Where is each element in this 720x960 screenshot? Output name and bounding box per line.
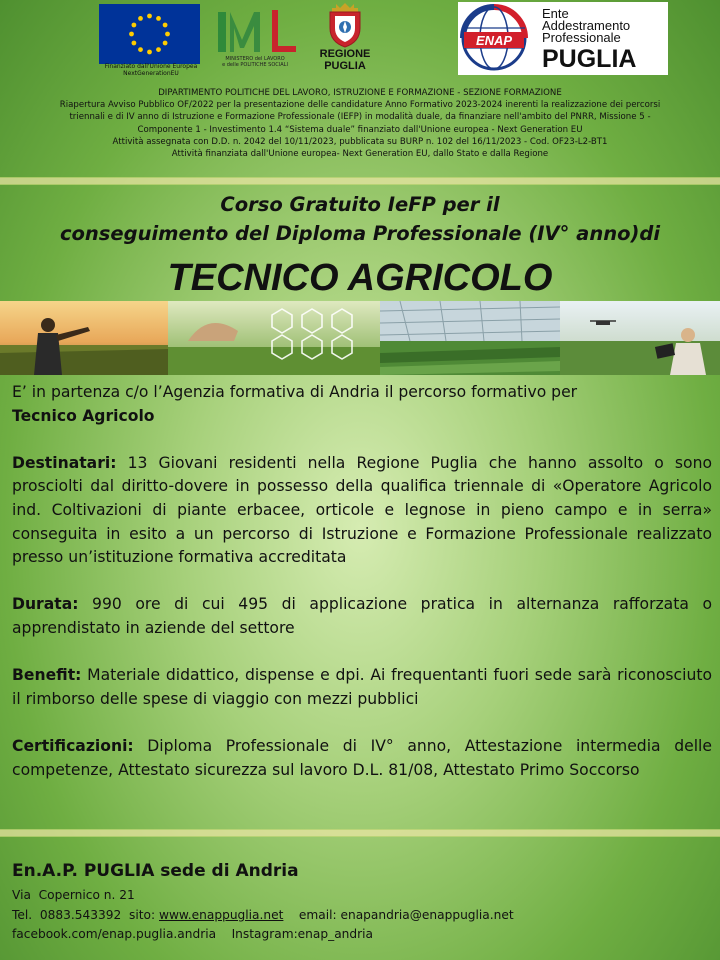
footer-email: email: enapandria@enappuglia.net: [283, 907, 514, 922]
enap-emblem: [460, 4, 528, 72]
top-divider: [0, 177, 720, 185]
certificazioni-label: Certificazioni:: [12, 736, 134, 755]
enap-line3: Professionale: [542, 30, 621, 45]
regione-name-line1: REGIONE: [319, 48, 371, 60]
eu-stars-icon: [99, 4, 200, 64]
photo-strip: [0, 301, 720, 375]
regione-crest-icon: [322, 2, 368, 48]
regione-name-line2: PUGLIA: [324, 60, 366, 72]
footer-social: facebook.com/enap.puglia.andria Instagram:enap_andria: [12, 927, 374, 941]
durata-label: Durata:: [12, 595, 79, 614]
header-line2: Riapertura Avviso Pubblico OF/2022 per la presentazione delle candidature Anno Formativo 2023-2024 inerenti la realizzazione dei percorsi: [59, 100, 661, 111]
course-title-line1: Corso Gratuito IeFP per il: [220, 193, 500, 216]
header-line5: Attività assegnata con D.D. n. 2042 del 10/11/2023, pubblicata su BURP n. 102 del 16/11/2023 - Cod. OF23-L2-BT1: [112, 136, 608, 147]
footer-address: Via Copernico n. 21: [12, 888, 135, 902]
website-link[interactable]: www.enappuglia.net: [159, 907, 284, 922]
header-line1: DIPARTIMENTO POLITICHE DEL LAVORO, ISTRUZIONE E FORMAZIONE - SEZIONE FORMAZIONE: [158, 88, 562, 98]
destinatari-text: 13 Giovani residenti nella Regione Puglia che hanno assolto o sono prosciolti dal diritto-dovere in possesso della qualifica triennale di «Operatore Agricolo ind. Coltivazioni di piante erbacee, orticole e legnose in pieno campo e in serra» conseguita in esito a un percorso di Istruzione e Formazione Professionale realizzato presso un’istituzione formativa accreditata: [12, 453, 712, 567]
photo-drone-field: [560, 301, 720, 375]
ministero-caption-line2: e delle POLITICHE SOCIALI: [222, 62, 288, 68]
benefit-text: Materiale didattico, dispense e dpi. Ai frequentanti fuori sede sarà riconosciuto il rimborso delle spese di viaggio con mezzi pubblici: [12, 666, 712, 708]
ministero-caption-line1: MINISTERO del LAVORO: [225, 56, 285, 62]
course-subtitle: [0, 190, 720, 248]
footer-contact-line: [12, 906, 712, 926]
photo-greenhouse: [380, 301, 560, 375]
intro-paragraph: [12, 381, 712, 428]
department-header: [0, 87, 720, 160]
footer-contacts: [12, 856, 712, 945]
course-name: TECNICO AGRICOLO: [167, 257, 553, 299]
enap-badge-text: ENAP: [475, 33, 513, 48]
body-text: [12, 381, 712, 806]
enap-line1: Ente: [542, 6, 569, 21]
header-line6: Attività finanziata dall'Unione europea- Next Generation EU, dallo Stato e dalla Regione: [171, 149, 549, 160]
destinatari-label: Destinatari:: [12, 453, 117, 472]
enap-name-lines: [542, 8, 630, 44]
benefit-paragraph: [12, 664, 712, 711]
course-title-line2: conseguimento del Diploma Professionale (IV° anno)di: [59, 222, 661, 245]
enap-logo: [458, 2, 668, 75]
eu-caption: [96, 63, 206, 77]
durata-text: 990 ore di cui 495 di applicazione pratica in alternanza rafforzata o apprendistato in aziende del settore: [12, 595, 712, 637]
eu-caption-line2: NextGenerationEU: [123, 70, 179, 77]
enap-region: PUGLIA: [542, 45, 637, 73]
enap-line2: Addestramento: [542, 18, 631, 33]
certificazioni-paragraph: [12, 735, 712, 782]
intro-course-name: Tecnico Agricolo: [12, 406, 155, 425]
ministero-emblem-icon: [212, 4, 298, 56]
logos-row: [0, 0, 720, 84]
durata-paragraph: [12, 593, 712, 640]
photo-smart-farming: [168, 301, 380, 375]
certificazioni-text: Diploma Professionale di IV° anno, Attestazione intermedia delle competenze, Attestato sicurezza sul lavoro D.L. 81/08, Attestato Primo Soccorso: [12, 736, 712, 779]
intro-text: E’ in partenza c/o l’Agenzia formativa di Andria il percorso formativo per: [12, 383, 578, 401]
footer-title: En.A.P. PUGLIA sede di Andria: [12, 861, 299, 881]
header-line3: triennali e di IV anno di Istruzione e Formazione Professionale (IEFP) in modalità duale, da finanziare nell'ambito del PNRR, Missione 5 -: [69, 112, 651, 123]
eu-caption-line1: Finanziato dall'Unione Europea: [104, 63, 198, 70]
eu-flag-logo: [99, 4, 200, 64]
ministero-caption: [212, 56, 298, 68]
bottom-divider: [0, 829, 720, 837]
benefit-label: Benefit:: [12, 666, 82, 685]
header-line4: Componente 1 - Investimento 1.4 “Sistema duale” finanziato dall'Unione europea - Next Generation EU: [137, 124, 583, 135]
enap-globe-icon: [460, 4, 528, 72]
footer-tel: Tel. 0883.543392 sito:: [12, 907, 159, 922]
destinatari-paragraph: [12, 452, 712, 570]
ministero-logo: [212, 4, 298, 76]
regione-puglia-logo: [310, 2, 380, 80]
photo-farmer-field: [0, 301, 168, 375]
